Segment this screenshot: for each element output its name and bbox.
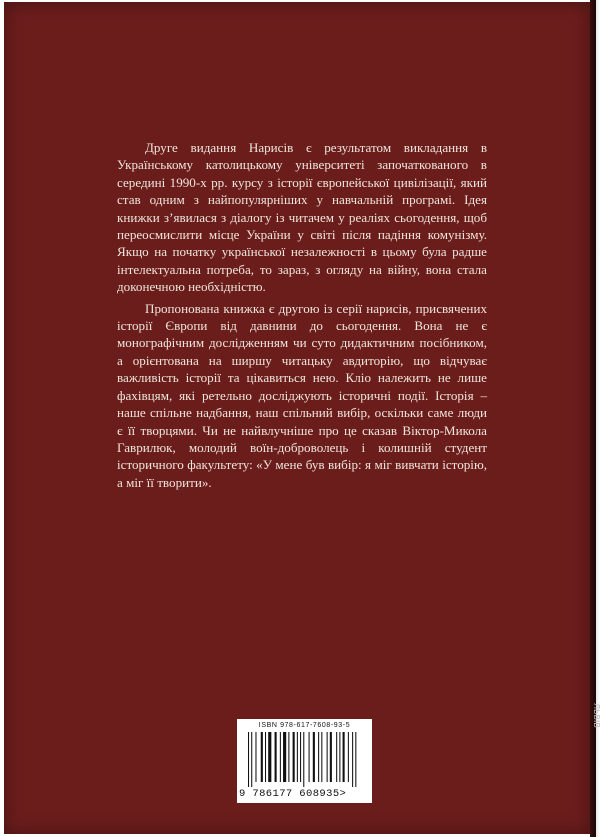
barcode-bar [309, 732, 310, 782]
barcode-bar [352, 732, 353, 787]
barcode-bar [261, 732, 263, 782]
blurb-paragraph-1: Друге видання Нарисів є результатом викладання в Українському католицькому університеті започаткованого в середині 1990-х рр. курсу з історії європейської цивілізації, який став одним з найпопулярніших у навчальній програмі. Ідея книжки з’явилася з діалогу із читачем у реаліях сьогодення, щоб переосмислити місце України у світі після падіння комунізму. Якщо на початку української незалежності в цьому була радше інтелектуальна потреба, то зараз, з огляду на війну, вона стала доконечною необхідністю. [117, 140, 487, 295]
barcode-bar [336, 732, 337, 782]
barcode-bar [268, 732, 271, 782]
blurb-paragraph-2: Пропонована книжка є другою із серії нарисів, присвячених історії Європи від давнини до сьогодення. Вона не є монографічним дослідженням чи суто дидактичним посібником, а орієнтована на ширшу читацьку авдиторію, що відчуває важливість історії та цікавиться нею. Кліо належить не лише фахівцям, які ретельно досліджують історичні події. Історія – наше спільне надбання, наш спільний вибір, оскільки саме люди є її творцями. Чи не найвлучніше про це сказав Віктор-Микола Гаврилюк, молодий воїн-доброволець і колишній студент історичного факультету: «У мене був вибір: я міг вивчати історію, а міг її творити». [117, 300, 487, 490]
barcode-bar [293, 732, 295, 782]
barcode-digits-text: 9 786177 608935 [239, 788, 340, 800]
barcode-bar [288, 732, 289, 782]
barcode-bar [265, 732, 266, 782]
barcode-bar [321, 732, 322, 782]
barcode-bar [318, 732, 319, 782]
barcode-bar [339, 732, 340, 782]
barcode-bar [255, 732, 256, 782]
barcode-bar [283, 732, 286, 782]
back-cover [4, 2, 590, 834]
barcode-bar [297, 732, 298, 782]
barcode-bar [300, 732, 301, 782]
barcode-bar [355, 732, 356, 787]
barcode-bar [330, 732, 332, 782]
barcode-bar [327, 732, 328, 782]
isbn-label: ISBN 978-617-7608-93-5 [258, 722, 351, 729]
blurb-text [117, 139, 487, 491]
barcode-bar [303, 732, 304, 787]
barcode-bar [343, 732, 345, 782]
barcode-bar [275, 732, 277, 782]
barcode-bars [247, 732, 365, 787]
barcode-quiet-zone-mark: > [339, 788, 347, 800]
spine-mark: ЛЬВІВ [592, 703, 601, 728]
barcode-bar [248, 732, 249, 787]
barcode-bar [348, 732, 349, 782]
barcode-bar [251, 732, 252, 787]
barcode-digits [239, 788, 370, 800]
isbn-barcode [237, 719, 372, 803]
barcode-bar [313, 732, 315, 782]
barcode-bar [280, 732, 281, 782]
